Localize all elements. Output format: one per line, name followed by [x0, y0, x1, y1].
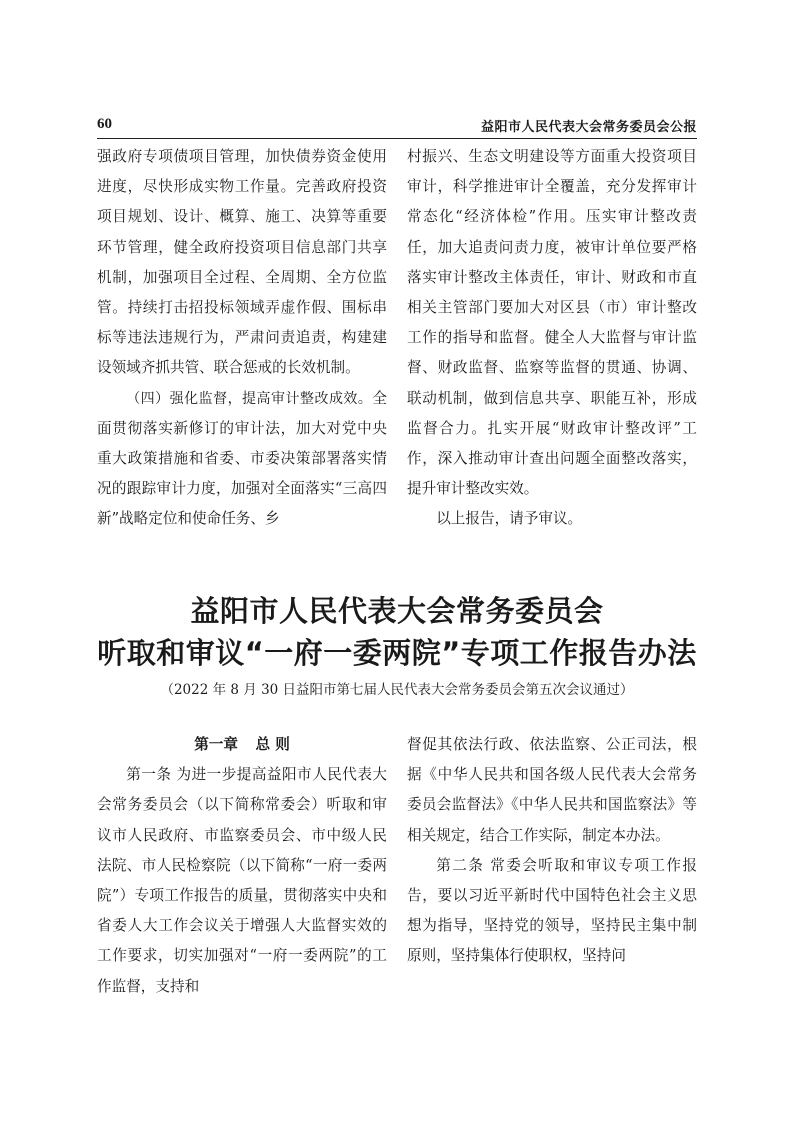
title-line-1: 益阳市人民代表大会常务委员会: [190, 594, 604, 628]
paragraph: 强政府专项债项目管理，加快债券资金使用进度，尽快形成实物工作量。完善政府投资项目规划、设计、概算、施工、决算等重要环节管理，健全政府投资项目信息部门共享机制，加强项目全过程、全周期、全方位监管。持续打击招投标领域弄虚作假、围标串标等违法违规行为，严肃问责追责，构建建设领域齐抓共管、联合惩戒的长效机制。: [97, 148, 387, 377]
lower-left-column: [97, 730, 387, 1002]
section-heading: （四）强化监督，提高审计整改成效。: [126, 390, 373, 407]
chapter-name: 总 则: [255, 736, 290, 753]
paragraph-body: 全面贯彻落实新修订的审计法，加大对党中央重大政策措施和省委、市委决策部署落实情况的跟踪审计力度，加强对全面落实“三高四新”战略定位和使命任务、乡: [97, 389, 387, 528]
upper-left-column: [97, 142, 387, 535]
title-line-2: 听取和审议“一府一委两院”专项工作报告办法: [97, 636, 697, 670]
closing-line: 以上报告，请予审议。: [436, 510, 583, 528]
paragraph: 督促其依法行政、依法监察、公正司法，根据《中华人民共和国各级人民代表大会常务委员会监督法》《中华人民共和国监察法》等相关规定，结合工作实际，制定本办法。: [407, 736, 697, 844]
upper-right-column: [407, 142, 697, 535]
paragraph: [97, 384, 387, 535]
header-rule: [97, 138, 697, 139]
running-header: [97, 116, 697, 138]
page-number: 60: [97, 116, 112, 132]
chapter-label: 第一章: [194, 736, 238, 753]
article-paragraph: 第一条 为进一步提高益阳市人民代表大会常务委员会（以下简称常委会）听取和审议市人民政府、市监察委员会、市中级人民法院、市人民检察院（以下简称“一府一委两院”）专项工作报告的质量，贯彻落实中央和省委人大工作会议关于增强人大监督实效的工作要求，切实加强对“一府一委两院”的工作监督，支持和: [97, 766, 387, 995]
paragraph: 村振兴、生态文明建设等方面重大投资项目审计，科学推进审计全覆盖，充分发挥审计常态化“经济体检”作用。压实审计整改责任，加大追责问责力度，被审计单位要严格落实审计整改主体责任，审计、财政和市直相关主管部门要加大对区县（市）审计整改工作的指导和监督。健全人大监督与审计监督、财政监督、监察等监督的贯通、协调、联动机制，做到信息共享、职能互补，形成监督合力。扎实开展“财政审计整改评”工作，深入推动审计查出问题全面整改落实，提升审计整改实效。: [407, 148, 697, 498]
adoption-note: （2022 年 8 月 30 日益阳市第七届人民代表大会常务委员会第五次会议通过）: [160, 682, 634, 698]
article-paragraph: 第二条 常委会听取和审议专项工作报告，要以习近平新时代中国特色社会主义思想为指导，坚持党的领导，坚持民主集中制原则，坚持集体行使职权，坚持问: [407, 856, 697, 965]
lower-right-column: [407, 730, 697, 972]
chapter-heading: [97, 730, 387, 760]
document-title-block: [60, 590, 734, 700]
journal-title: 益阳市人民代表大会常务委员会公报: [480, 120, 697, 135]
